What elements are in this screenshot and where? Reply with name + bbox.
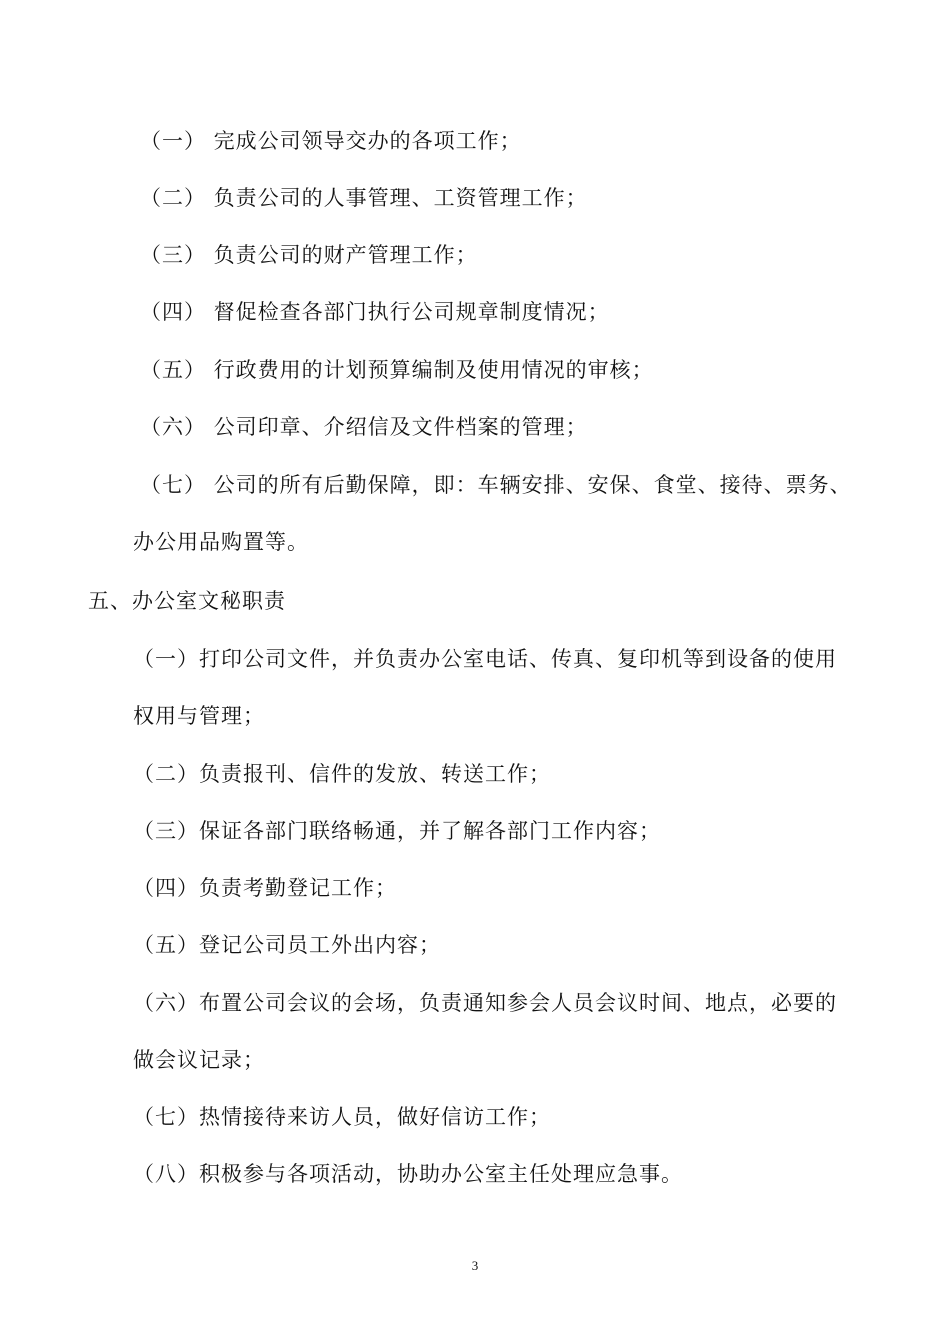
duty-item-4: （四） 督促检查各部门执行公司规章制度情况；: [140, 300, 610, 324]
secretary-item-2: （二）负责报刊、信件的发放、转送工作；: [133, 762, 551, 786]
section-heading: 五、办公室文秘职责: [88, 589, 286, 613]
secretary-item-6: （六）布置公司会议的会场，负责通知参会人员会议时间、地点，必要的: [133, 991, 837, 1015]
secretary-item-1-continued: 权用与管理；: [133, 704, 265, 728]
secretary-item-7: （七）热情接待来访人员，做好信访工作；: [133, 1105, 551, 1129]
duty-item-6: （六） 公司印章、介绍信及文件档案的管理；: [140, 415, 588, 439]
duty-item-3: （三） 负责公司的财产管理工作；: [140, 243, 478, 267]
page-number: 3: [471, 1258, 479, 1273]
duty-item-5: （五） 行政费用的计划预算编制及使用情况的审核；: [140, 358, 654, 382]
duty-item-7-continued: 办公用品购置等。: [133, 530, 309, 554]
secretary-item-8: （八）积极参与各项活动，协助办公室主任处理应急事。: [133, 1162, 683, 1186]
secretary-item-4: （四）负责考勤登记工作；: [133, 876, 397, 900]
duty-item-1: （一） 完成公司领导交办的各项工作；: [140, 129, 522, 153]
secretary-item-5: （五）登记公司员工外出内容；: [133, 933, 441, 957]
duty-item-2: （二） 负责公司的人事管理、工资管理工作；: [140, 186, 588, 210]
duty-item-7: （七） 公司的所有后勤保障，即：车辆安排、安保、食堂、接待、票务、: [140, 473, 852, 497]
secretary-item-6-continued: 做会议记录；: [133, 1048, 265, 1072]
secretary-item-1: （一）打印公司文件，并负责办公室电话、传真、复印机等到设备的使用: [133, 647, 837, 671]
secretary-item-3: （三）保证各部门联络畅通，并了解各部门工作内容；: [133, 819, 661, 843]
